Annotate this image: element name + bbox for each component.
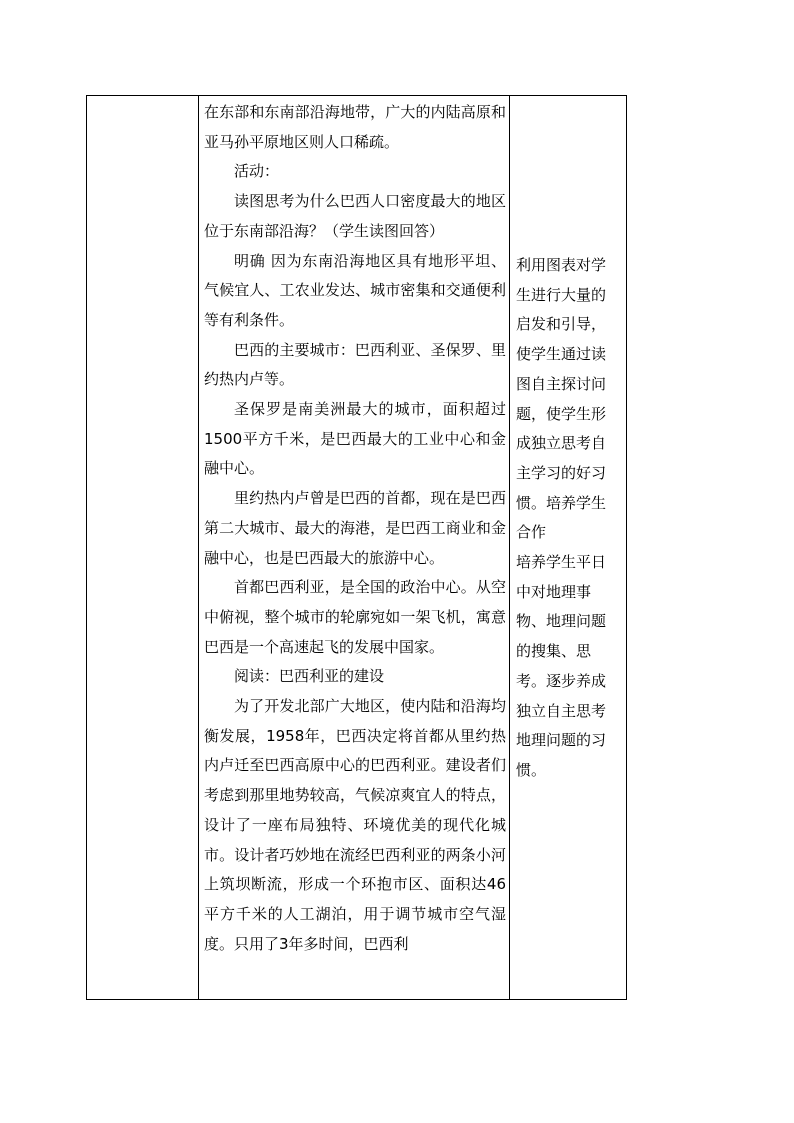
design-notes — [510, 251, 626, 786]
content-paragraph: 读图思考为什么巴西人口密度最大的地区位于东南部沿海？（学生读图回答） — [204, 192, 506, 240]
table-row — [87, 96, 627, 1000]
lesson-content — [199, 96, 509, 959]
content-paragraph: 阅读：巴西利亚的建设 — [234, 667, 385, 686]
note-paragraph: 培养学生平日中对地理事物、地理问题的搜集、思考。逐步养成独立自主思考地理问题的习惯。 — [516, 553, 607, 779]
notes-cell — [510, 96, 627, 1000]
content-paragraph: 圣保罗是南美洲最大的城市，面积超过1500平方千米，是巴西最大的工业中心和金融中心。 — [204, 400, 506, 478]
note-paragraph: 利用图表对学生进行大量的启发和引导，使学生通过读图自主探讨问题，使学生形成独立思考自主学习的好习惯。培养学生合作 — [516, 256, 607, 542]
left-cell — [87, 96, 199, 1000]
content-paragraph: 为了开发北部广大地区，使内陆和沿海均衡发展，1958年，巴西决定将首都从里约热内卢迁至巴西高原中心的巴西利亚。建设者们考虑到那里地势较高，气候凉爽宜人的特点，设计了一座布局独特、环境优美的现代化城市。设计者巧妙地在流经巴西利亚的两条小河上筑坝断流，形成一个环抱市区、面积达46平方千米的人工湖泊，用于调节城市空气湿度。只用了3年多时间，巴西利 — [204, 697, 506, 953]
lesson-plan-table — [86, 95, 627, 1000]
content-paragraph: 里约热内卢曾是巴西的首都，现在是巴西第二大城市、最大的海港，是巴西工商业和金融中心，也是巴西最大的旅游中心。 — [204, 489, 506, 567]
content-paragraph: 明确 因为东南沿海地区具有地形平坦、气候宜人、工农业发达、城市密集和交通便利等有利条件。 — [204, 251, 506, 329]
content-paragraph: 首都巴西利亚，是全国的政治中心。从空中俯视，整个城市的轮廓宛如一架飞机，寓意巴西是一个高速起飞的发展中国家。 — [204, 578, 506, 656]
content-paragraph: 在东部和东南部沿海地带，广大的内陆高原和亚马孙平原地区则人口稀疏。 — [204, 103, 506, 151]
content-cell — [199, 96, 510, 1000]
content-paragraph: 巴西的主要城市：巴西利亚、圣保罗、里约热内卢等。 — [204, 340, 506, 389]
content-paragraph: 活动： — [234, 162, 280, 181]
